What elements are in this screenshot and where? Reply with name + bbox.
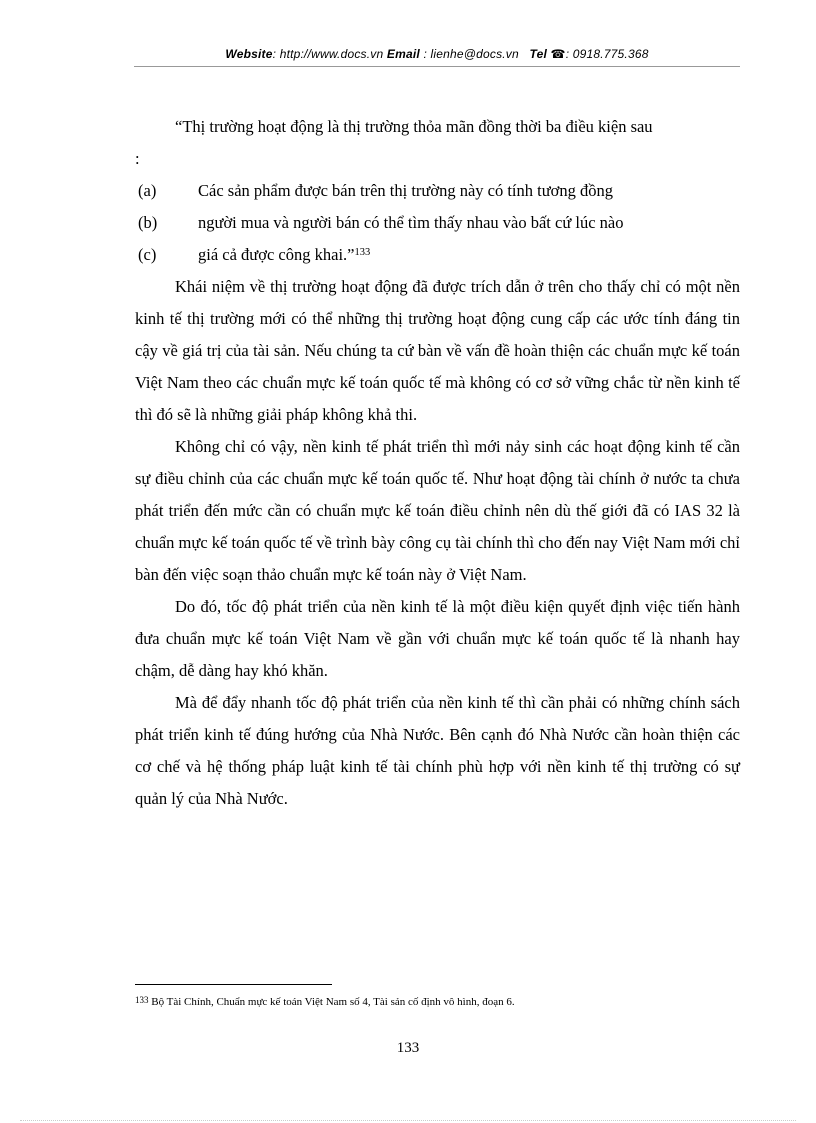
footnote-text: Bộ Tài Chính, Chuẩn mực kế toán Việt Nam số 4, Tài sản cố định vô hình, đoạn 6. [148,996,515,1008]
email-label: Email [386,47,420,61]
intro-paragraph: “Thị trường hoạt động là thị trường thỏa mãn đồng thời ba điều kiện sau [175,117,653,136]
list-item-text: Các sản phẩm được bán trên thị trường này có tính tương đồng [198,181,614,200]
header-divider [134,66,740,67]
website-label: Website [225,47,273,61]
body-paragraph: Mà để đẩy nhanh tốc độ phát triển của nền kinh tế thì cần phải có những chính sách phát triển kinh tế đúng hướng của Nhà Nước. Bên cạnh đó Nhà Nước cần hoàn thiện các cơ chế và hệ thống pháp luật kinh tế tài chính phù hợp với nền kinh tế thị trường có sự quản lý của Nhà Nước. [135,693,740,808]
tel-value: : 0918.775.368 [565,47,649,61]
body-paragraph: Không chỉ có vậy, nền kinh tế phát triển thì mới nảy sinh các hoạt động kinh tế cần sự điều chỉnh của các chuẩn mực kế toán quốc tế. Như hoạt động tài chính ở nước ta chưa phát triển đến mức cần có chuẩn mực kế toán điều chỉnh nên dù thế giới đã có IAS 32 là chuẩn mực kế toán quốc tế về trình bày công cụ tài chính thì cho đến nay Việt Nam mới chỉ bàn đến việc soạn thảo chuẩn mực kế toán này ở Việt Nam. [135,437,740,584]
page-bottom-border [20,1120,796,1121]
page-header [134,47,740,61]
list-item-text: người mua và người bán có thể tìm thấy nhau vào bất cứ lúc nào [198,213,624,232]
phone-icon: ☎ [550,47,566,61]
intro-colon: : [135,149,140,168]
footnote-reference[interactable]: 133 [354,247,371,258]
body-paragraph: Khái niệm về thị trường hoạt động đã được trích dẫn ở trên cho thấy chỉ có một nền kinh tế thị trường mới có thể những thị trường hoạt động cung cấp các ước tính đáng tin cậy về giá trị của tài sản. Nếu chúng ta cứ bàn về vấn đề hoàn thiện các chuẩn mực kế toán Việt Nam theo các chuẩn mực kế toán quốc tế mà không có cơ sở vững chắc từ nền kinh tế thì đó sẽ là những giải pháp không khả thi. [135,277,740,424]
body-paragraph: Do đó, tốc độ phát triển của nền kinh tế là một điều kiện quyết định việc tiến hành đưa chuẩn mực kế toán Việt Nam về gần với chuẩn mực kế toán quốc tế là nhanh hay chậm, dễ dàng hay khó khăn. [135,597,740,680]
list-item [135,175,740,207]
page-number: 133 [396,1040,420,1056]
list-item-label: (b) [138,213,158,232]
tel-label: Tel [529,47,547,61]
list-item-text [198,239,370,271]
document-body [135,111,740,815]
footnote [135,993,740,1009]
list-item [135,239,740,271]
list-item [135,207,740,239]
footnote-divider [135,984,332,985]
list-item-text-content: giá cả được công khai.” [198,245,355,264]
footnote-number: 133 [135,995,149,1005]
email-value: : lienhe@docs.vn [419,47,519,61]
list-item-label: (c) [138,245,157,264]
website-value: : http://www.docs.vn [272,47,384,61]
list-item-label: (a) [138,181,157,200]
